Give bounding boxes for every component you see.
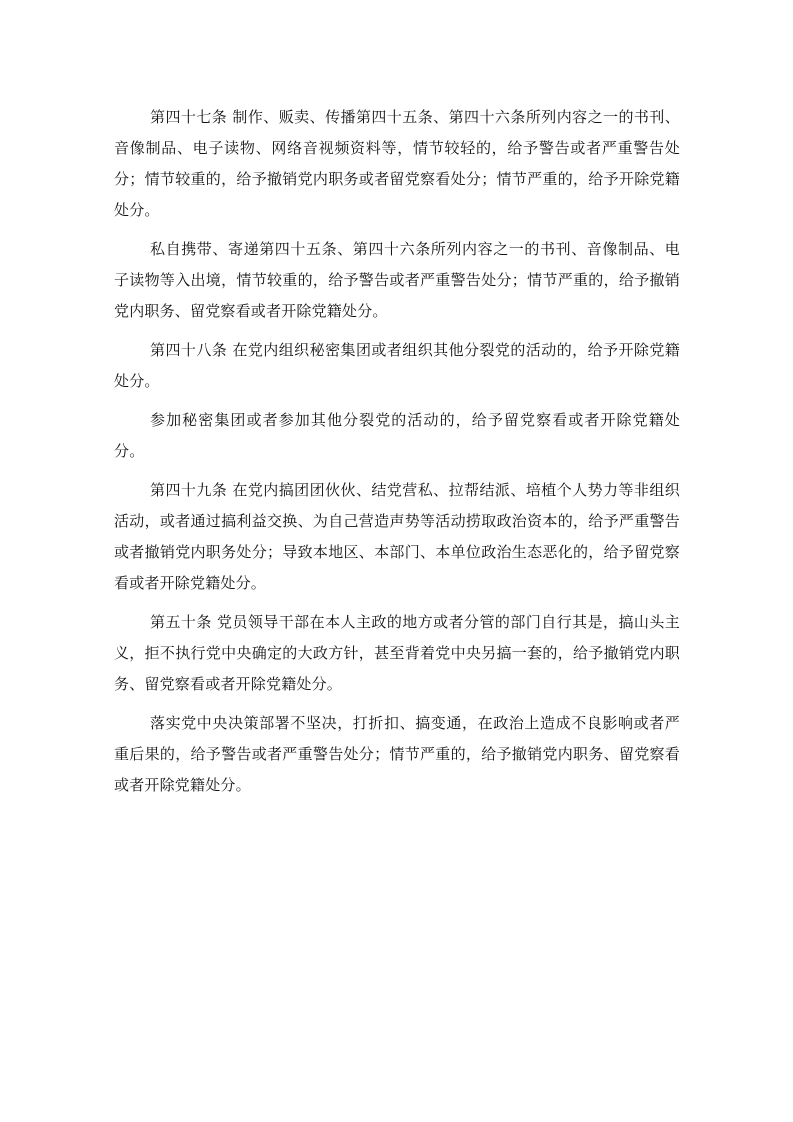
paragraph-article-48-clause-2: 参加秘密集团或者参加其他分裂党的活动的，给予留党察看或者开除党籍处分。 [114, 411, 680, 460]
paragraph-article-50: 第五十条 党员领导干部在本人主政的地方或者分管的部门自行其是，搞山头主义，拒不执行党中央确定的大政方针，甚至背着党中央另搞一套的，给予撤销党内职务、留党察看或者开除党籍处分。 [114, 613, 680, 693]
paragraph-article-48: 第四十八条 在党内组织秘密集团或者组织其他分裂党的活动的，给予开除党籍处分。 [114, 341, 680, 390]
paragraph-article-49: 第四十九条 在党内搞团团伙伙、结党营私、拉帮结派、培植个人势力等非组织活动，或者通过搞利益交换、为自己营造声势等活动捞取政治资本的，给予严重警告或者撤销党内职务处分；导致本地区、本部门、本单位政治生态恶化的，给予留党察看或者开除党籍处分。 [114, 481, 680, 592]
document-body [114, 102, 680, 809]
paragraph-article-47: 第四十七条 制作、贩卖、传播第四十五条、第四十六条所列内容之一的书刊、音像制品、电子读物、网络音视频资料等，情节较轻的，给予警告或者严重警告处分；情节较重的，给予撤销党内职务或者留党察看处分；情节严重的，给予开除党籍处分。 [114, 108, 680, 219]
paragraph-article-47-clause-2: 私自携带、寄递第四十五条、第四十六条所列内容之一的书刊、音像制品、电子读物等入出境，情节较重的，给予警告或者严重警告处分；情节严重的，给予撤销党内职务、留党察看或者开除党籍处分。 [114, 240, 680, 320]
paragraph-article-50-clause-2: 落实党中央决策部署不坚决，打折扣、搞变通，在政治上造成不良影响或者严重后果的，给予警告或者严重警告处分；情节严重的，给予撤销党内职务、留党察看或者开除党籍处分。 [114, 714, 680, 794]
